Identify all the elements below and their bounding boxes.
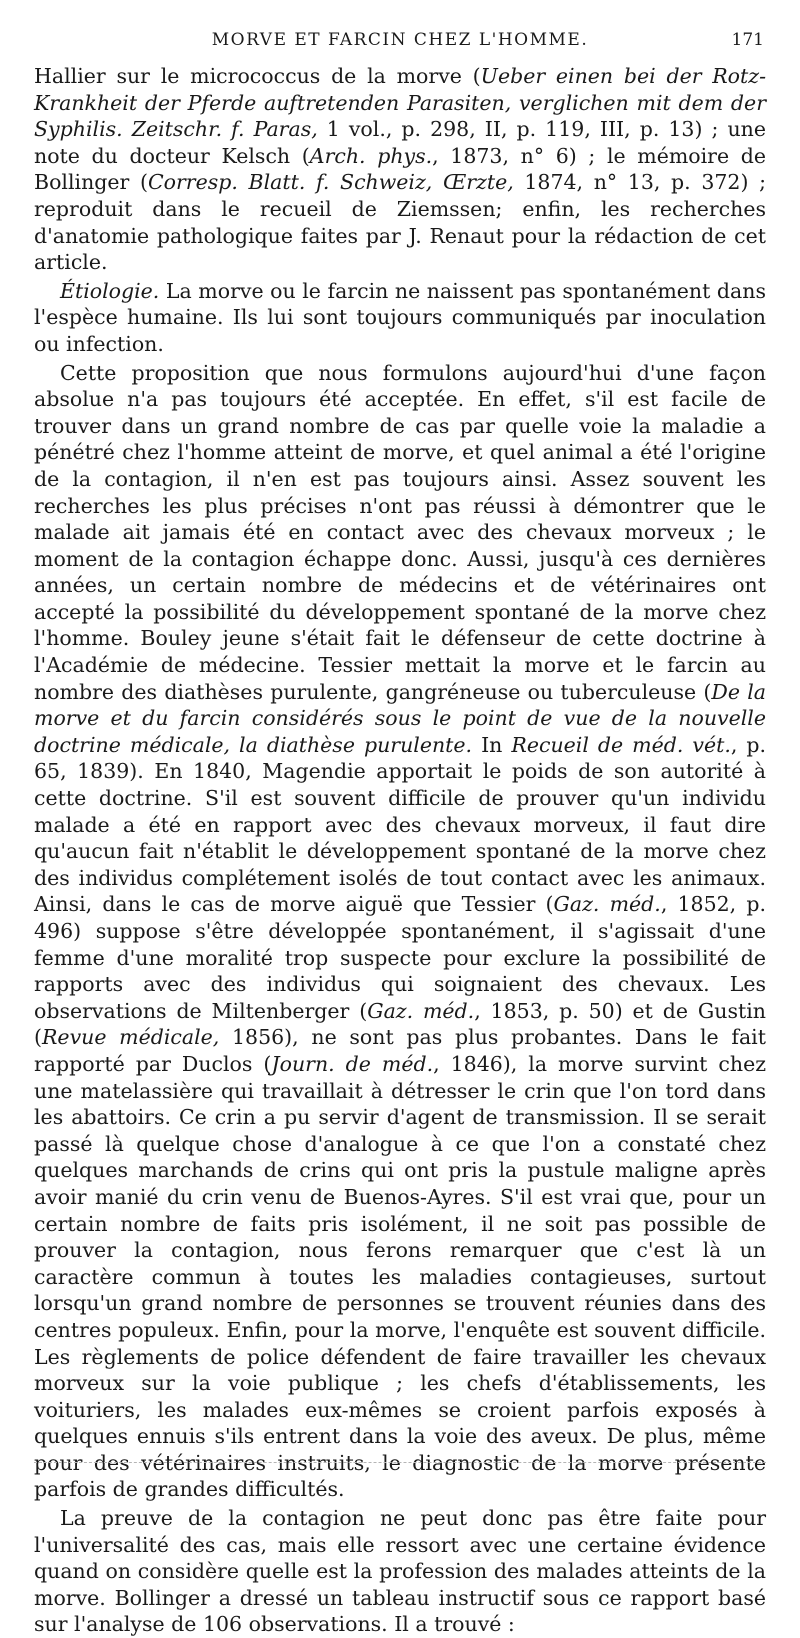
text-run: In — [472, 732, 512, 757]
running-header — [34, 30, 766, 56]
running-title: MORVE ET FARCIN CHEZ L'HOMME. — [211, 30, 589, 50]
footer-rule — [34, 1462, 766, 1463]
italic-text: Étiologie. — [60, 278, 160, 303]
italic-text: De la morve et du farcin considérés sous le point de vue de la nouvelle doctrine médicale, la diathèse purulente. — [34, 679, 766, 757]
italic-text: Ueber einen bei der Rotz-Krankheit der Pferde auftretenden Parasiten, verglichen mit dem der Syphilis. Zeitschr. f. Paras, — [34, 64, 766, 142]
text-run: , 1852, p. 496) suppose s'être développée spontanément, il s'agissait d'une femme d'une moralité trop suspecte pour exclure la possibilité de rapports avec des individus qui soignaient des chevaux. Les observations de Miltenberger ( — [34, 892, 766, 1023]
text-run: La preuve de la contagion ne peut donc pas être faite pour l'universalité des cas, mais elle ressort avec une certaine évidence quand on considère quelle est la profession des malades atteints de la morve. Bollinger a dressé un tableau instructif sous ce rapport basé sur l'analyse de 106 observations. Il a trouvé : — [34, 1506, 766, 1637]
text-run: , 1853, p. 50) et de Gustin ( — [34, 998, 766, 1050]
paragraph-contagion-discussion — [34, 360, 766, 1504]
italic-text: Gaz. méd. — [553, 892, 661, 917]
text-run: 1 vol., p. 298, II, p. 119, III, p. 13) ; une note du docteur Kelsch ( — [34, 117, 766, 168]
italic-text: Arch. phys. — [309, 143, 433, 168]
text-run: , p. 65, 1839). En 1840, Magendie apportait le poids de son autorité à cette doctrine. S'il est souvent difficile de prouver qu'un individu malade a été en rapport avec des chevaux morveux, il faut dire qu'aucun fait n'établit le développement spontané de la morve chez des individus complétement isolés de tout contact avec les animaux. Ainsi, dans le cas de morve aiguë que Tessier ( — [34, 732, 767, 917]
text-run: Cette proposition que nous formulons aujourd'hui d'une façon absolue n'a pas toujours été acceptée. En effet, s'il est facile de trouver dans un grand nombre de cas par quelle voie la maladie a pénétré chez l'homme atteint de morve, et quel animal a été l'origine de la contagion, il n'en est pas toujours ainsi. Assez souvent les recherches les plus précises n'ont pas réussi à démontrer que le malade ait jamais été en contact avec des chevaux morveux ; le moment de la contagion échappe donc. Aussi, jusqu'à ces dernières années, un certain nombre de médecins et de vétérinaires ont accepté la possibilité du développement spontané de la morve chez l'homme. Bouley jeune s'était fait le défenseur de cette doctrine à l'Académie de médecine. Tessier mettait la morve et le farcin au nombre des diathèses purulente, gangréneuse ou tuberculeuse ( — [34, 360, 766, 704]
page — [34, 30, 766, 1638]
italic-text: Corresp. Blatt. f. Schweiz, Œrzte, — [147, 170, 514, 195]
text-run: Hallier sur le micrococcus de la morve ( — [34, 64, 481, 88]
paragraph-preuve — [34, 1505, 766, 1638]
text-run: 1856), ne sont pas plus probantes. Dans le fait rapporté par Duclos ( — [34, 1025, 766, 1076]
text-run: , 1846), la morve survint chez une matelassière qui travaillait à détresser le crin que l'on tord dans les abattoirs. Ce crin a pu servir d'agent de transmission. Il se serait passé là quelque chose d'analogue à ce que l'on a constaté chez quelques marchands de crins qui ont pris la pustule maligne après avoir manié du crin venu de Buenos-Ayres. S'il est vrai que, pour un certain nombre de faits pris isolément, il ne soit pas possible de prouver la contagion, nous ferons remarquer que c'est là un caractère commun à toutes les maladies contagieuses, surtout lorsqu'un grand nombre de personnes se trouvent réunies dans des centres populeux. Enfin, pour la morve, l'enquête est souvent difficile. Les règlements de police défendent de faire travailler les chevaux morveux sur la voie publique ; les chefs d'établissements, les voituriers, les malades eux-mêmes se croient parfois exposés à quelques ennuis s'ils entrent dans la voie des aveux. De plus, même pour des vétérinaires instruits, le diagnostic de la morve présente parfois de grandes difficultés. — [34, 1051, 767, 1502]
italic-text: Recueil de méd. vét. — [511, 732, 731, 757]
italic-text: Gaz. méd. — [367, 998, 475, 1023]
italic-text: Journ. de méd. — [271, 1051, 434, 1076]
text-run: 1874, n° 13, p. 372) ; reproduit dans le recueil de Ziemssen; enfin, les recherches d'anatomie pathologique faites par J. Renaut pour la rédaction de cet article. — [34, 170, 766, 275]
paragraph-etiologie — [34, 278, 766, 358]
paragraph-references — [34, 63, 766, 276]
text-run: , 1873, n° 6) ; le mémoire de Bollinger ( — [34, 143, 766, 195]
text-run: La morve ou le farcin ne naissent pas spontanément dans l'espèce humaine. Ils lui sont toujours communiqués par inoculation ou infection. — [34, 278, 766, 356]
italic-text: Revue médicale, — [42, 1025, 220, 1050]
page-number: 171 — [731, 30, 764, 50]
